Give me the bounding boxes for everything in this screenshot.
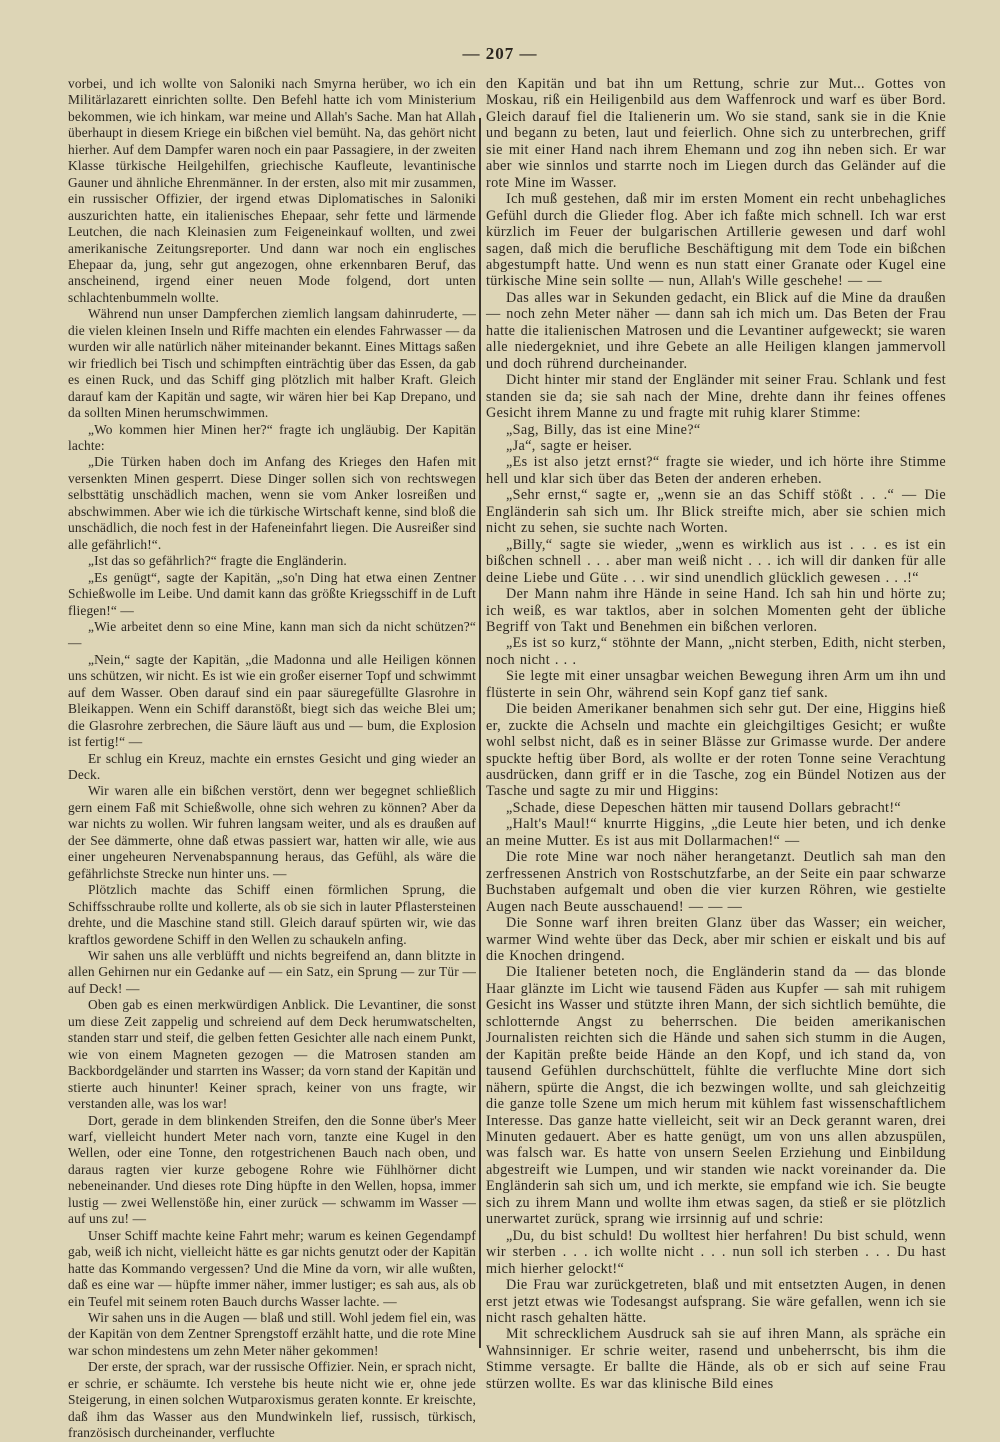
paragraph: Während nun unser Dampferchen ziemlich langsam dahinruderte, — die vielen kleinen Inseln und Riffe machten ein elendes Fahrwasser — da wurden wir alle natürlich näher miteinander bekannt. Eines Mittags saßen wir friedlich bei Tisch und schimpften einträchtig über das Essen, da gab es einen Ruck, und das Schiff ging plötzlich mit halber Kraft. Gleich darauf kam der Kapitän und sagte, wir wären hier bei Kap Drepano, und da sollten Minen herumschwimmen.	[68, 306, 476, 421]
paragraph: Wir sahen uns in die Augen — blaß und still. Wohl jedem fiel ein, was der Kapitän von dem Zentner Sprengstoff erzählt hatte, und die rote Mine war schon mindestens um zehn Meter näher gekommen!	[68, 1309, 476, 1358]
paragraph: Dort, gerade in dem blinkenden Streifen, den die Sonne über's Meer warf, vielleicht hundert Meter nach vorn, tanzte eine Kugel in den Wellen, oder eine Tonne, den rotgestrichenen Bauch nach oben, und daraus ragten vier kurze gebogene Rohre wie Fühlhörner dicht nebeneinander. Und dieses rote Ding hüpfte in den Wellen, hopsa, immer lustig — zwei Wellenstöße hin, einer zurück — schwamm im Wasser — auf uns zu! —	[68, 1112, 476, 1227]
paragraph: „Wo kommen hier Minen her?“ fragte ich ungläubig. Der Kapitän lachte:	[68, 421, 476, 453]
paragraph: Die beiden Amerikaner benahmen sich sehr gut. Der eine, Higgins hieß er, zuckte die Achseln und machte ein gleichgiltiges Gesicht; er wußte wohl selbst nicht, daß es in seiner Blässe zur Grimasse wurde. Der andere spuckte heftig über Bord, als wollte er der roten Tonne seine Verachtung ausdrücken, dann griff er in die Tasche, zog ein Bündel Notizen aus der Tasche und sagte zu mir und Higgins:	[486, 701, 946, 800]
paragraph: Ich muß gestehen, daß mir im ersten Moment ein recht unbehagliches Gefühl durch die Glieder flog. Aber ich faßte mich schnell. Ich war erst kürzlich im Feuer der bulgarischen Artillerie gewesen und darf wohl sagen, daß mich die berufliche Beschäftigung mit dem Tode ein bißchen abgestumpft hatte. Und wenn es nun statt einer Granate oder Kugel eine türkische Mine sein sollte — nun, Allah's Wille geschehe! — —	[486, 191, 946, 290]
paragraph: „Ja“, sagte er heiser.	[506, 437, 633, 454]
paragraph: „Es ist so kurz,“ stöhnte der Mann, „nicht sterben, Edith, nicht sterben, noch nicht . . .	[486, 635, 946, 668]
paragraph: Die rote Mine war noch näher herangetanzt. Deutlich sah man den zerfressenen Anstrich von Rostschutzfarbe, an der Seite ein paar schwarze Buchstaben aufgemalt und oben die vier kurzen Röhren, wie gestielte Augen nach Beute ausschauend! — — —	[486, 849, 946, 915]
paragraph: Die Sonne warf ihren breiten Glanz über das Wasser; ein weicher, warmer Wind wehte über das Deck, aber mir schien er eiskalt und bis auf die Knochen dringend.	[486, 915, 946, 965]
paragraph: Wir sahen uns alle verblüfft und nichts begreifend an, dann blitzte in allen Gehirnen nur ein Gedanke auf — ein Satz, ein Sprung — zur Tür — auf Deck! —	[68, 948, 476, 996]
paragraph: Oben gab es einen merkwürdigen Anblick. Die Levantiner, die sonst um diese Zeit zappelig und schreiend auf dem Deck herumwatschelten, standen starr und steif, die gelben fetten Gesichter alle nach einem Punkt, wie von einem Magneten gezogen — die Matrosen standen am Backbordgeländer und starrten ins Wasser; da vorn stand der Kapitän und stierte auch hinunter! Keiner sprach, keiner von uns fragte, wir verstanden alle, was los war!	[68, 997, 476, 1112]
paragraph: Die Italiener beteten noch, die Engländerin stand da — das blonde Haar glänzte im Licht wie tausend Fäden aus Kupfer — sah mit ruhigem Gesicht ins Wasser und stützte ihren Mann, der sich sichtlich bemühte, die schlotternde Angst zu beherrschen. Die beiden amerikanischen Journalisten reichten sich die Hände und sahen sich stumm in die Augen, der Kapitän preßte beide Hände an den Kopf, und ich stand da, von tausend Gefühlen durchschüttelt, fühlte die verfluchte Mine dort sich nähern, spürte die Angst, die ich bezwingen wollte, und sah gleichzeitig die ganze tolle Szene um mich herum mit kühlem fast wissenschaftlichem Interesse. Das ganze hatte vielleicht, seit wir an Deck gerannt waren, drei Minuten gedauert. Aber es hatte genügt, um von uns allen abzuspülen, was falsch war. Es hatte von unsern Seelen Erziehung und Einbildung abgestreift wie Lumpen, und wir standen wie nackt voreinander da. Die Engländerin sah sich um, und ich merkte, sie empfand wie ich. Sie beugte sich zu ihrem Mann und wollte ihm etwas sagen, da stieß er sie plötzlich unerwartet zurück, sprang wie irrsinnig auf und schrie:	[486, 964, 946, 1228]
paragraph: Plötzlich machte das Schiff einen förmlichen Sprung, die Schiffsschraube rollte und kollerte, als ob sie sich in lauter Pflastersteinen drehte, und die Maschine stand still. Gleich darauf spürten wir, wie das kraftlos gewordene Schiff in den Wellen zu schaukeln anfing.	[68, 882, 476, 947]
paragraph: „Du, du bist schuld! Du wolltest hier herfahren! Du bist schuld, wenn wir sterben . . . ich wollte nicht . . . nun soll ich sterben . . . Du hast mich hierher gelockt!“	[486, 1227, 946, 1277]
paragraph: Wir waren alle ein bißchen verstört, denn wer begegnet schließlich gern einem Faß mit Schießwolle, ohne sich wehren zu können? Aber da war nichts zu wollen. Wir fuhren langsam weiter, und als es draußen auf der See dämmerte, ohne daß etwas passiert war, hatten wir alle, wie aus einer ungeheuren Nervenabspannung heraus, das Gefühl, als wäre die gefährlichste Strecke nun hinter uns. —	[68, 783, 476, 881]
left-text-column	[68, 76, 476, 1442]
paragraph: „Halt's Maul!“ knurrte Higgins, „die Leute hier beten, und ich denke an meine Mutter. Es ist aus mit Dollarmachen!“ —	[486, 816, 946, 849]
paragraph: „Es genügt“, sagte der Kapitän, „so'n Ding hat etwa einen Zentner Schießwolle im Leibe. Und damit kann das größte Kriegsschiff in de Luft fliegen!“ —	[68, 569, 476, 618]
paragraph: „Sag, Billy, das ist eine Mine?“	[506, 421, 701, 438]
paragraph: Der erste, der sprach, war der russische Offizier. Nein, er sprach nicht, er schrie, er schäumte. Ich verstehe bis heute nicht wie er, ohne jede Steigerung, in einen solchen Wutparoxismus geraten konnte. Er kreischte, daß ihm das Wasser aus den Mundwinkeln lief, russisch, türkisch, französisch durcheinander, verfluchte	[68, 1359, 476, 1441]
paragraph: Er schlug ein Kreuz, machte ein ernstes Gesicht und ging wieder an Deck.	[68, 750, 476, 783]
column-divider	[479, 118, 481, 1348]
paragraph: Der Mann nahm ihre Hände in seine Hand. Ich sah hin und hörte zu; ich weiß, es war taktlos, aber in solchen Momenten geht der übliche Begriff von Takt und Benehmen ein bißchen verloren.	[486, 586, 946, 635]
right-text-column	[486, 76, 946, 1392]
paragraph: vorbei, und ich wollte von Saloniki nach Smyrna herüber, wo ich ein Militärlazarett einrichten sollte. Den Befehl hatte ich vom Ministerium bekommen, wie ich hinkam, war meine und Allah's Sache. Man hat Allah überhaupt in diesem Kriege ein bißchen viel bemüht. Na, das gehört nicht hierher. Auf dem Dampfer waren noch ein paar Passagiere, in der zweiten Klasse türkische Heilgehilfen, griechische Kaufleute, levantinische Gauner und ähnliche Ehrenmänner. In der ersten, also mit mir zusammen, ein russischer Offizier, der irgend etwas Diplomatisches in Saloniki auszurichten hatte, ein italienisches Ehepaar, sehr fette und lärmende Leutchen, die nach Kleinasien zum Feigeneinkauf wollten, und zwei amerikanische Zeitungsreporter. Und dann war noch ein englisches Ehepaar da, jung, sehr gut angezogen, ohne erkennbaren Beruf, das anscheinend, irgend einer neuen Mode folgend, dort unten schlachtenbummeln wollte.	[68, 76, 476, 305]
paragraph: Dicht hinter mir stand der Engländer mit seiner Frau. Schlank und fest standen sie da; sie sah nach der Mine, drehte dann ihr feines offenes Gesicht ihrem Manne zu und fragte mit ruhig klarer Stimme:	[486, 372, 946, 422]
paragraph: Unser Schiff machte keine Fahrt mehr; warum es keinen Gegendampf gab, weiß ich nicht, vielleicht hätte es gar nichts genutzt oder der Kapitän hatte das Kommando vergessen? Und die Mine da vorn, wir alle wußten, daß es eine war — hüpfte immer näher, immer lustiger; es sah aus, als ob ein Teufel mit seinem roten Bauch durchs Wasser lachte. —	[68, 1227, 476, 1309]
paragraph: Sie legte mit einer unsagbar weichen Bewegung ihren Arm um ihn und flüsterte in sein Ohr, während sein Kopf ganz tief sank.	[486, 668, 946, 701]
paragraph: „Schade, diese Depeschen hätten mir tausend Dollars gebracht!“	[506, 799, 902, 816]
paragraph: „Sehr ernst,“ sagte er, „wenn sie an das Schiff stößt . . .“ — Die Engländerin sah sich um. Ihr Blick streifte mich, aber sie schien mich nicht zu sehen, sie suchte nach Worten.	[486, 487, 946, 537]
paragraph: „Billy,“ sagte sie wieder, „wenn es wirklich aus ist . . . es ist ein bißchen schnell . . . aber man weiß nicht . . . ich will dir danken für alle deine Liebe und Güte . . . wir sind unendlich glücklich gewesen . . .!“	[486, 536, 946, 586]
page-number: — 207 —	[462, 44, 538, 63]
paragraph: „Ist das so gefährlich?“ fragte die Engländerin.	[88, 553, 347, 569]
paragraph: Das alles war in Sekunden gedacht, ein Blick auf die Mine da draußen — noch zehn Meter näher — dann sah ich mich um. Das Beten der Frau hatte die italienischen Matrosen und die Levantiner aufgeweckt; sie waren alle niedergekniet, und ihre Gebete an alle Heiligen klangen jammervoll und doch rührend durcheinander.	[486, 289, 946, 372]
paragraph: „Nein,“ sagte der Kapitän, „die Madonna und alle Heiligen können uns schützen, wir nicht. Es ist wie ein großer eiserner Topf und schwimmt auf dem Wasser. Oben darauf sind ein paar säuregefüllte Glasrohre in Bleikappen. Wenn ein Schiff daranstößt, biegt sich das weiche Blei um; die Glasrohre zerbrechen, die Säure läuft aus und — bum, die Explosion ist fertig!“ —	[68, 651, 476, 750]
paragraph: „Es ist also jetzt ernst?“ fragte sie wieder, und ich hörte ihre Stimme hell und klar sich über das Beten der anderen erheben.	[486, 454, 946, 487]
paragraph: „Wie arbeitet denn so eine Mine, kann man sich da nicht schützen?“ —	[68, 618, 476, 651]
paragraph: „Die Türken haben doch im Anfang des Krieges den Hafen mit versenkten Minen gesperrt. Diese Dinger sollen sich von rechtswegen selbsttätig unschädlich machen, wenn sie vom Anker losreißen und abschwimmen. Aber wie ich die türkische Wirtschaft kenne, sind bloß die unschädlich, die noch fest in der Hafeneinfahrt liegen. Die Ausreißer sind alle gefährlich!“.	[68, 454, 476, 552]
paragraph: den Kapitän und bat ihn um Rettung, schrie zur Mut... Gottes von Moskau, riß ein Heiligenbild aus dem Waffenrock und warf es über Bord. Gleich darauf fiel die Italienerin um. Wo sie stand, sank sie in die Knie und begann zu beten, laut und feierlich. Ohne sich zu unterbrechen, griff sie mit einer Hand nach ihrem Ehemann und zog ihn neben sich. Er war aber wie sinnlos und starrte noch im Liegen durch das Geländer auf die rote Mine im Wasser.	[486, 76, 946, 191]
paragraph: Mit schrecklichem Ausdruck sah sie auf ihren Mann, als spräche ein Wahnsinniger. Er schrie weiter, rasend und unbeherrscht, bis ihm die Stimme versagte. Er ballte die Hände, als ob er sich auf seine Frau stürzen wollte. Es war das klinische Bild eines	[486, 1326, 946, 1392]
paragraph: Die Frau war zurückgetreten, blaß und mit entsetzten Augen, in denen erst jetzt etwas wie Todesangst aufsprang. Sie wäre gefallen, wenn ich sie nicht rasch gehalten hätte.	[486, 1277, 946, 1326]
